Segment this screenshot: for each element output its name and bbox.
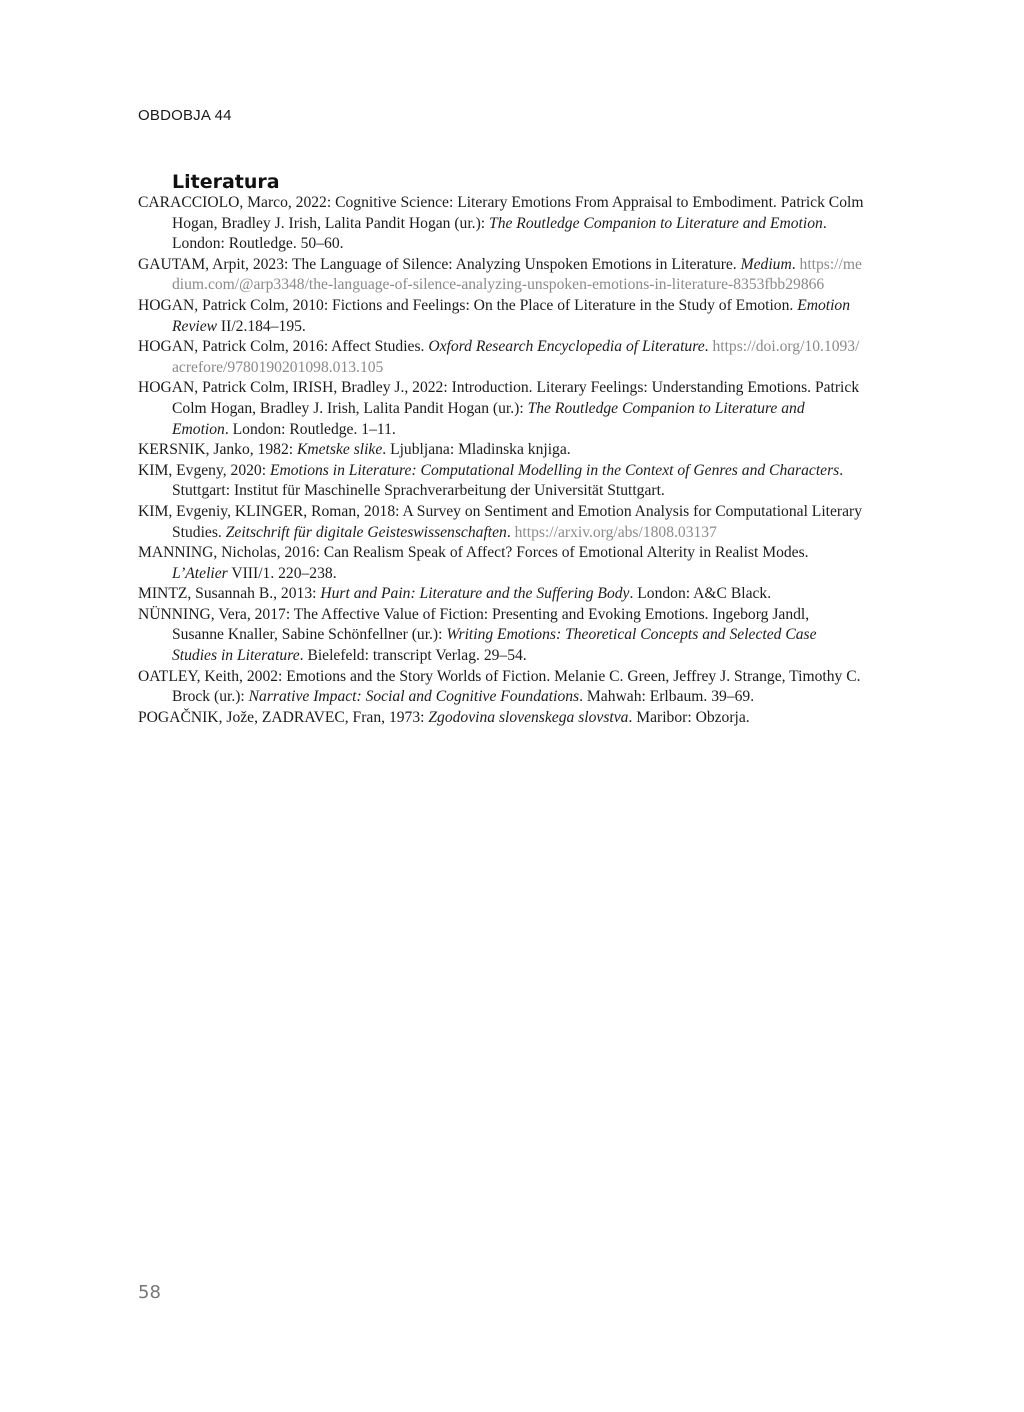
reference-item: MINTZ, Susannah B., 2013: Hurt and Pain: Literature and the Suffering Body. London: A&C Black.: [138, 585, 772, 603]
reference-item: CARACCIOLO, Marco, 2022: Cognitive Science: Literary Emotions From Appraisal to Embodiment. Patrick Colm Hogan, Bradley J. Irish, Lalita Pandit Hogan (ur.): The Routledge Companion to Literature and Emotion. London: Routledge. 50–60.: [138, 194, 864, 253]
reference-item: HOGAN, Patrick Colm, 2016: Affect Studies. Oxford Research Encyclopedia of Literature. https://doi.org/10.1093/acrefore/9780190201098.013.105: [138, 338, 860, 376]
reference-item: MANNING, Nicholas, 2016: Can Realism Speak of Affect? Forces of Emotional Alterity in Realist Modes. L’Atelier VIII/1. 220–238.: [138, 544, 809, 582]
page-number: 58: [138, 1282, 161, 1303]
reference-item: NÜNNING, Vera, 2017: The Affective Value of Fiction: Presenting and Evoking Emotions. Ingeborg Jandl, Susanne Knaller, Sabine Schönfellner (ur.): Writing Emotions: Theoretical Concepts and Selected Case Studies in Literature. Bielefeld: transcript Verlag. 29–54.: [138, 605, 817, 665]
running-header: OBDOBJA 44: [138, 107, 232, 124]
reference-list: [138, 193, 864, 728]
reference-link[interactable]: https://arxiv.org/abs/1808.03137: [514, 523, 717, 541]
reference-item: POGAČNIK, Jože, ZADRAVEC, Fran, 1973: Zgodovina slovenskega slovstva. Maribor: Obzorja.: [138, 708, 750, 726]
reference-item: KIM, Evgeny, 2020: Emotions in Literature: Computational Modelling in the Context of Genres and Characters. Stuttgart: Institut für Maschinelle Sprachverarbeitung der Universität Stuttgart.: [138, 461, 844, 500]
reference-item: HOGAN, Patrick Colm, 2010: Fictions and Feelings: On the Place of Literature in the Study of Emotion. Emotion Review II/2.184–195.: [138, 296, 851, 335]
reference-link[interactable]: https://doi.org/10.1093/acrefore/9780190201098.013.105: [172, 338, 860, 376]
reference-item: KERSNIK, Janko, 1982: Kmetske slike. Ljubljana: Mladinska knjiga.: [138, 441, 571, 459]
reference-item: GAUTAM, Arpit, 2023: The Language of Silence: Analyzing Unspoken Emotions in Literature. Medium. https://medium.com/@arp3348/the-language-of-silence-analyzing-unspoken-emotions-in-literature-8353fbb29866: [138, 255, 862, 294]
reference-item: OATLEY, Keith, 2002: Emotions and the Story Worlds of Fiction. Melanie C. Green, Jeffrey J. Strange, Timothy C. Brock (ur.): Narrative Impact: Social and Cognitive Foundations. Mahwah: Erlbaum. 39–69.: [138, 667, 861, 706]
section-heading: Literatura: [172, 171, 280, 193]
reference-link[interactable]: https://medium.com/@arp3348/the-language-of-silence-analyzing-unspoken-emotions-in-literature-8353fbb29866: [172, 255, 862, 294]
reference-item: KIM, Evgeniy, KLINGER, Roman, 2018: A Survey on Sentiment and Emotion Analysis for Computational Literary Studies. Zeitschrift für digitale Geisteswissenschaften. https://arxiv.org/abs/1808.03137: [138, 502, 863, 541]
reference-item: HOGAN, Patrick Colm, IRISH, Bradley J., 2022: Introduction. Literary Feelings: Understanding Emotions. Patrick Colm Hogan, Bradley J. Irish, Lalita Pandit Hogan (ur.): The Routledge Companion to Literature and Emotion. London: Routledge. 1–11.: [138, 379, 860, 438]
